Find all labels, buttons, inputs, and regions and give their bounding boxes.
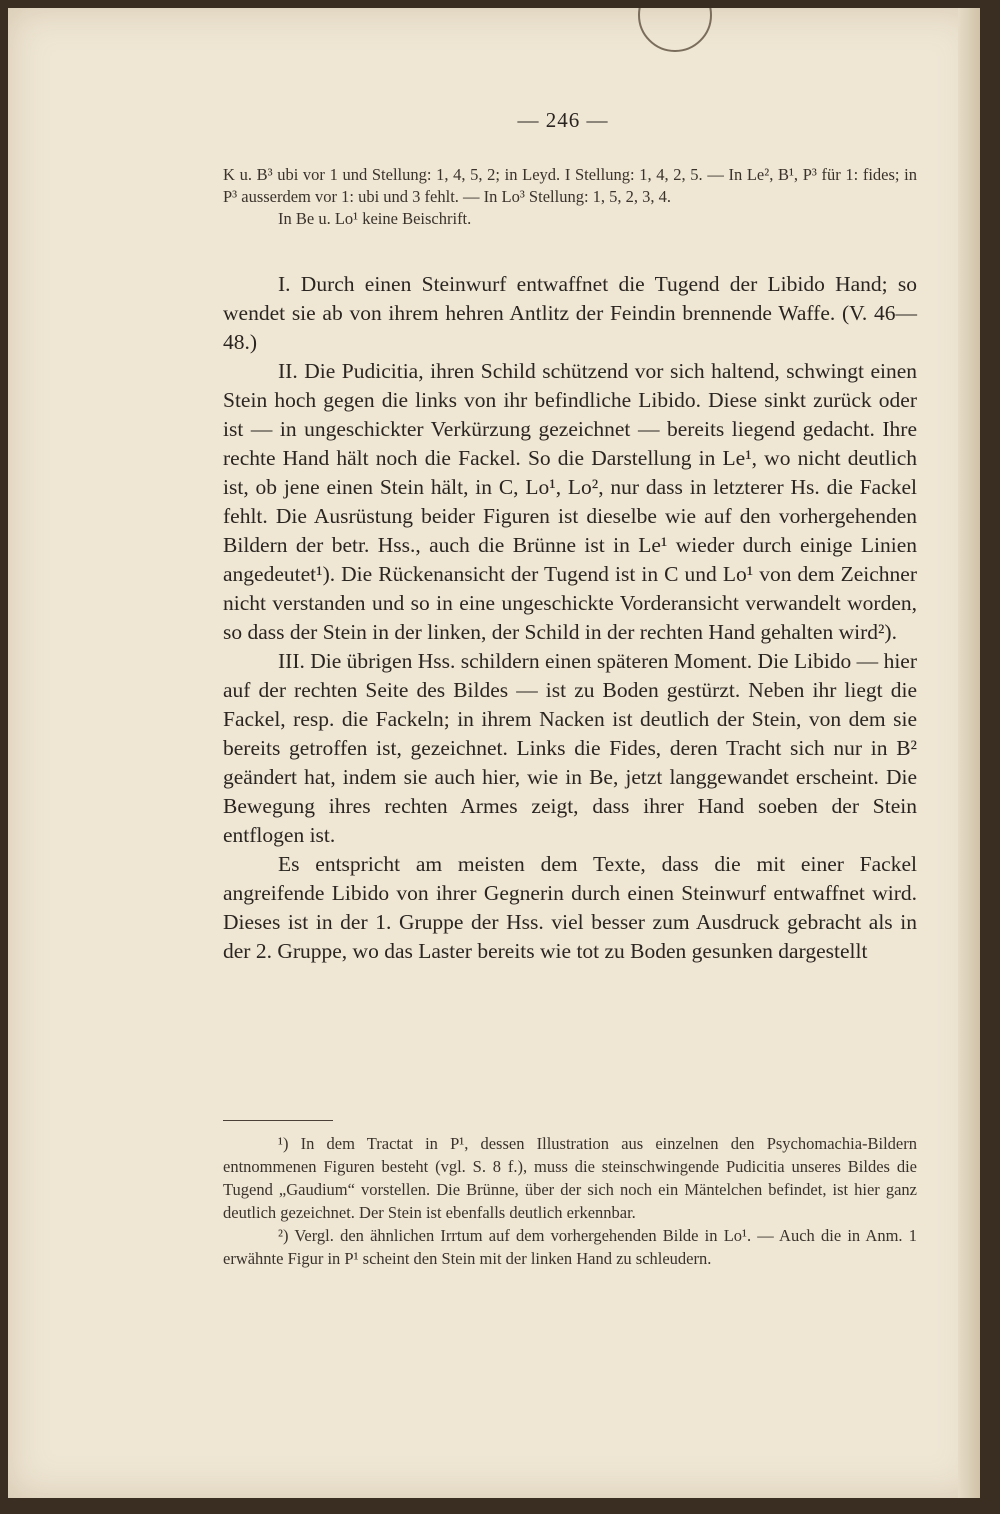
paragraph: I. Durch einen Steinwurf entwaffnet die Tugend der Libido Hand; so wendet sie ab von ihrem hehren Antlitz der Feindin brennende Waffe. (V. 46—48.) bbox=[223, 272, 917, 354]
footnote-divider bbox=[223, 1120, 333, 1121]
footnote: ¹) In dem Tractat in P¹, dessen Illustration aus einzelnen den Psychomachia-Bildern entnommenen Figuren besteht (vgl. S. 8 f.), muss die steinschwingende Pudicitia unseres Bildes die Tugend „Gaudium“ vorstellen. Die Brünne, über der sich noch ein Mäntelchen befindet, ist hier ganz deutlich gezeichnet. Der Stein ist ebenfalls deutlich erkennbar. bbox=[223, 1134, 917, 1222]
paragraph: Es entspricht am meisten dem Texte, dass die mit einer Fackel angreifende Libido von ihrer Gegnerin durch einen Steinwurf entwaffnet wird. Dieses ist in der 1. Gruppe der Hss. viel besser zum Ausdruck gebracht als in der 2. Gruppe, wo das Laster bereits wie tot zu Boden gesunken dargestellt bbox=[223, 852, 917, 963]
body-text bbox=[223, 270, 917, 966]
book-page bbox=[8, 8, 980, 1498]
apparatus-line: In Be u. Lo¹ keine Beischrift. bbox=[278, 209, 472, 228]
paragraph: III. Die übrigen Hss. schildern einen späteren Moment. Die Libido — hier auf der rechten Seite des Bildes — ist zu Boden gestürzt. Neben ihr liegt die Fackel, resp. die Fackeln; in ihrem Nacken ist deutlich der Stein, von dem sie bereits getroffen ist, gezeichnet. Links die Fides, deren Tracht sich nur in B² geändert hat, indem sie auch hier, wie in Be, jetzt langgewandet erscheint. Die Bewegung ihres rechten Armes zeigt, dass ihrer Hand soeben der Stein entflogen ist. bbox=[223, 649, 917, 847]
footnotes bbox=[223, 1132, 917, 1270]
binding-tab bbox=[638, 8, 712, 52]
page-edge bbox=[958, 8, 980, 1498]
footnote: ²) Vergl. den ähnlichen Irrtum auf dem vorhergehenden Bilde in Lo¹. — Auch die in Anm. 1 erwähnte Figur in P¹ scheint den Stein mit der linken Hand zu schleudern. bbox=[223, 1226, 917, 1268]
critical-apparatus bbox=[223, 164, 917, 230]
apparatus-line: K u. B³ ubi vor 1 und Stellung: 1, 4, 5, 2; in Leyd. I Stellung: 1, 4, 2, 5. — In Le², B¹, P³ für 1: fides; in P³ ausserdem vor 1: ubi und 3 fehlt. — In Lo³ Stellung: 1, 5, 2, 3, 4. bbox=[223, 165, 917, 206]
page-number: — 246 — bbox=[517, 108, 609, 132]
paragraph: II. Die Pudicitia, ihren Schild schützend vor sich haltend, schwingt einen Stein hoch gegen die links von ihr befindliche Libido. Diese sinkt zurück oder ist — in ungeschickter Verkürzung gezeichnet — bereits liegend gedacht. Ihre rechte Hand hält noch die Fackel. So die Darstellung in Le¹, wo nicht deutlich ist, ob jene einen Stein hält, in C, Lo¹, Lo², nur dass in letzterer Hs. die Fackel fehlt. Die Ausrüstung beider Figuren ist dieselbe wie auf den vorhergehenden Bildern der betr. Hss., auch die Brünne ist in Le¹ wieder durch einige Linien angedeutet¹). Die Rückenansicht der Tugend ist in C und Lo¹ von dem Zeichner nicht verstanden und so in eine ungeschickte Vorderansicht verwandelt worden, so dass der Stein in der linken, der Schild in der rechten Hand gehalten wird²). bbox=[223, 359, 917, 644]
